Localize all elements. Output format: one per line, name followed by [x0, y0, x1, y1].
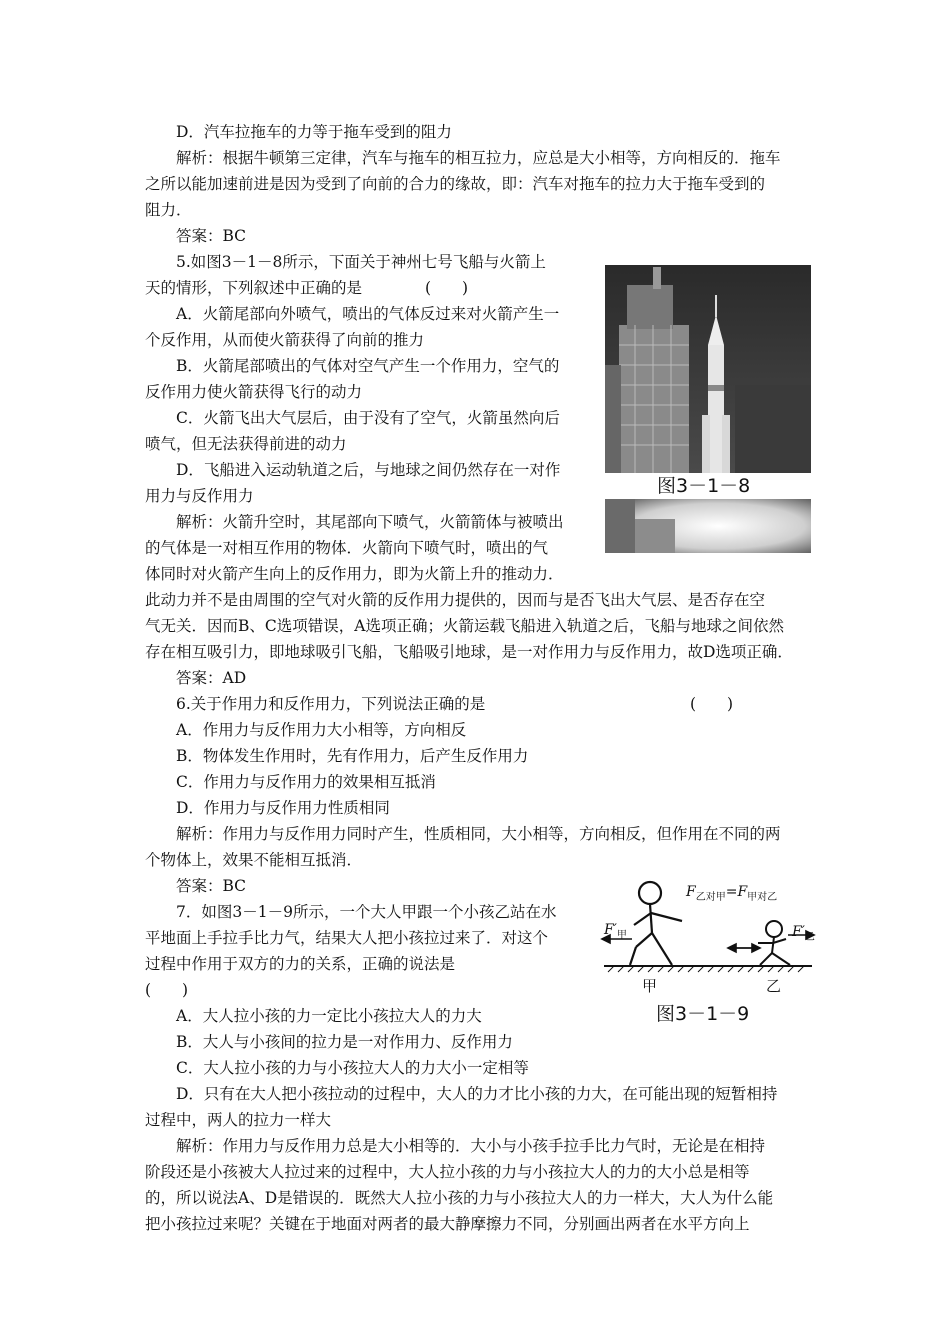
- q5-option-d: 用力与反作用力: [145, 487, 254, 505]
- q6-option-d: D．作用力与反作用力性质相同: [176, 799, 390, 817]
- q7-stem: 7．如图3－1－9所示，一个大人甲跟一个小孩乙站在水: [176, 903, 557, 921]
- q5-analysis-line: 的气体是一对相互作用的物体．火箭向下喷气时，喷出的气: [145, 539, 549, 557]
- q7-analysis-line: 解析：作用力与反作用力总是大小相等的．大小与小孩手拉手比力气时，无论是在相持: [176, 1137, 766, 1155]
- q5-option-b: 反作用力使火箭获得飞行的动力: [145, 383, 363, 401]
- rocket-launch-exhaust-photo: [605, 499, 811, 553]
- q7-option-a: A．大人拉小孩的力一定比小孩拉大人的力大: [176, 1007, 482, 1025]
- q4-analysis-line: 解析：根据牛顿第三定律，汽车与拖车的相互拉力，应总是大小相等，方向相反的．拖车: [176, 149, 781, 167]
- q6-answer-blank: ( ): [690, 695, 734, 713]
- q6-option-a: A．作用力与反作用力大小相等，方向相反: [176, 721, 467, 739]
- label-adult: 甲: [642, 977, 658, 995]
- q6-option-c: C．作用力与反作用力的效果相互抵消: [176, 773, 436, 791]
- q5-option-a: 个反作用，从而使火箭获得了向前的推力: [145, 331, 425, 349]
- q6-option-b: B．物体发生作用时，先有作用力，后产生反作用力: [176, 747, 529, 765]
- q4-analysis-line: 阻力．: [145, 201, 192, 219]
- q4-option-d: D．汽车拉拖车的力等于拖车受到的阻力: [176, 123, 452, 141]
- q4-answer: 答案：BC: [176, 227, 247, 245]
- figure-caption-3-1-9: 图3－1－9: [656, 1003, 750, 1025]
- q5-analysis-line: 体同时对火箭产生向上的反作用力，即为火箭上升的推动力．: [145, 565, 564, 583]
- q6-analysis-line: 个物体上，效果不能相互抵消．: [145, 851, 363, 869]
- adult-figure: [630, 882, 682, 965]
- q5-stem: 天的情形，下列叙述中正确的是: [145, 279, 363, 297]
- q7-analysis-line: 把小孩拉过来呢？关键在于地面对两者的最大静摩擦力不同，分别画出两者在水平方向上: [145, 1215, 750, 1233]
- q7-stem: 过程中作用于双方的力的关系，正确的说法是: [145, 955, 456, 973]
- q5-analysis-line: 存在相互吸引力，即地球吸引飞船，飞船吸引地球，是一对作用力与反作用力，故D选项正确．: [145, 643, 793, 661]
- q5-option-c: 喷气，但无法获得前进的动力: [145, 435, 347, 453]
- tug-figure: [598, 875, 820, 1025]
- q7-answer-blank: ( ): [145, 981, 189, 999]
- child-figure: [758, 921, 790, 965]
- q5-stem: 5.如图3－1－8所示，下面关于神州七号飞船与火箭上: [176, 253, 546, 271]
- force-label-right: $F'_乙$: [792, 924, 815, 943]
- force-arrow-middle: [728, 944, 760, 952]
- q4-analysis-line: 之所以能加速前进是因为受到了向前的合力的缘故，即：汽车对拖车的拉力大于拖车受到的: [145, 175, 766, 193]
- label-child: 乙: [766, 977, 782, 995]
- q7-analysis-line: 阶段还是小孩被大人拉过来的过程中，大人拉小孩的力与小孩拉大人的力的大小总是相等: [145, 1163, 750, 1181]
- q5-answer: 答案：AD: [176, 669, 247, 687]
- q7-analysis-line: 的，所以说法A、D是错误的．既然大人拉小孩的力与小孩拉大人的力一样大，大人为什么能: [145, 1189, 774, 1207]
- q5-option-b: B．火箭尾部喷出的气体对空气产生一个作用力，空气的: [176, 357, 560, 375]
- q5-option-c: C．火箭飞出大气层后，由于没有了空气，火箭虽然向后: [176, 409, 560, 427]
- q5-option-d: D．飞船进入运动轨道之后，与地球之间仍然存在一对作: [176, 461, 561, 479]
- rocket-launch-photo: [605, 265, 811, 473]
- q7-option-d: D．只有在大人把小孩拉动的过程中，大人的力才比小孩的力大，在可能出现的短暂相持: [176, 1085, 778, 1103]
- q5-option-a: A．火箭尾部向外喷气，喷出的气体反过来对火箭产生一: [176, 305, 560, 323]
- q5-answer-blank: ( ): [425, 279, 469, 297]
- force-label-top: $F_{乙对甲}=F_{甲对乙}$: [686, 884, 778, 903]
- q6-answer: 答案：BC: [176, 877, 247, 895]
- q7-stem: 平地面上手拉手比力气，结果大人把小孩拉过来了．对这个: [145, 929, 549, 947]
- q7-option-d: 过程中，两人的拉力一样大: [145, 1111, 332, 1129]
- figure-caption-3-1-8: 图3－1－8: [657, 475, 751, 497]
- q5-analysis-line: 气无关．因而B、C选项错误，A选项正确；火箭运载飞船进入轨道之后，飞船与地球之间依然: [145, 617, 784, 635]
- q6-stem: 6.关于作用力和反作用力，下列说法正确的是: [176, 695, 486, 713]
- q5-analysis-line: 解析：火箭升空时，其尾部向下喷气，火箭箭体与被喷出: [176, 513, 564, 531]
- force-label-left: $F'_甲$: [604, 922, 627, 941]
- q7-option-c: C．大人拉小孩的力与小孩拉大人的力大小一定相等: [176, 1059, 529, 1077]
- q5-analysis-line: 此动力并不是由周围的空气对火箭的反作用力提供的，因而与是否飞出大气层、是否存在空: [145, 591, 766, 609]
- q7-option-b: B．大人与小孩间的拉力是一对作用力、反作用力: [176, 1033, 513, 1051]
- q6-analysis-line: 解析：作用力与反作用力同时产生，性质相同，大小相等，方向相反，但作用在不同的两: [176, 825, 781, 843]
- rocket-launch-figure: [605, 265, 811, 553]
